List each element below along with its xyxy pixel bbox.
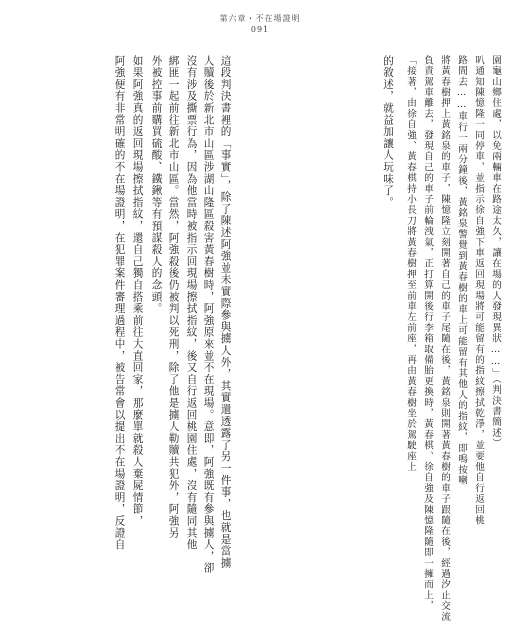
text-column: 這段判決書裡的「事實」，除了陳述阿強並未實際參與擄人外，其實還透露了另一件事，也就是當擄 — [219, 55, 232, 569]
running-header: 第六章・不在場證明 — [219, 14, 301, 23]
text-column: 外被控事前購買硫酸、鐵鍬等有預謀殺人的念頭。 — [150, 55, 163, 315]
text-column: 阿強便有非常明確的不在場證明，在犯罪案件審理過程中，被告常會以提出不在場證明，反證自 — [113, 55, 126, 551]
quote-column: 將黃春樹押上黃銘泉的車子，陳憶隆立刻開著自己的車子尾隨在後，黃銘泉則開著黃春樹的車子跟隨在後，經過汐止交流 — [439, 55, 450, 622]
quote-column: 路間去……車行一兩分鐘後，黃銘泉警覺到黃春樹的車上可能留有其他人的指紋，即鳴按喇 — [456, 55, 467, 486]
quote-column: 叭通知陳憶隆一同停車，並指示徐自強下車返回現場將可能留有的指紋擦拭乾淨，並要他自行返回桃 — [473, 55, 484, 526]
text-column: 綁匪一起前往新北市山區。當然，阿強殺後仍被判以死刑，除了他是擄人勒贖共犯外，阿強另 — [167, 55, 180, 539]
text-column: 沒有涉及撕票行為，因為他當時被指示回現場擦拭指紋，後又自行返回桃園住處，沒有隨同其他 — [185, 55, 198, 551]
page-number: 091 — [250, 25, 270, 34]
text-column: 如果阿強真的返回現場擦拭指紋，還自己獨自搭乘前往大直回家，那麼單就殺人棄屍情節， — [131, 55, 144, 527]
quote-column: 園龜山鄉住處，以免兩輛車在路途太久，讓在場的人發現異狀……」（判決書簡述） — [490, 55, 501, 449]
quote-column: 負責駕車離去，發現自己的車子前輪洩氣，正打算開後行李箱取備胎更換時，黃春棋、徐自強及陳憶隆隨即一擁而上， — [422, 55, 433, 612]
text-column: 人贖後於新北市山區涉湖山隆區殺害黃春樹時，阿強原來並不在現場。意即，阿強既有參與擄人，卻 — [202, 55, 215, 575]
text-column: 的敘述，就益加讓人玩味了。 — [382, 55, 394, 209]
quote-column: 「接著，由徐自強、黃春棋持小長刀將黃春樹押至前車左前座，再由黃春樹坐於駕駛座上 — [405, 55, 416, 473]
